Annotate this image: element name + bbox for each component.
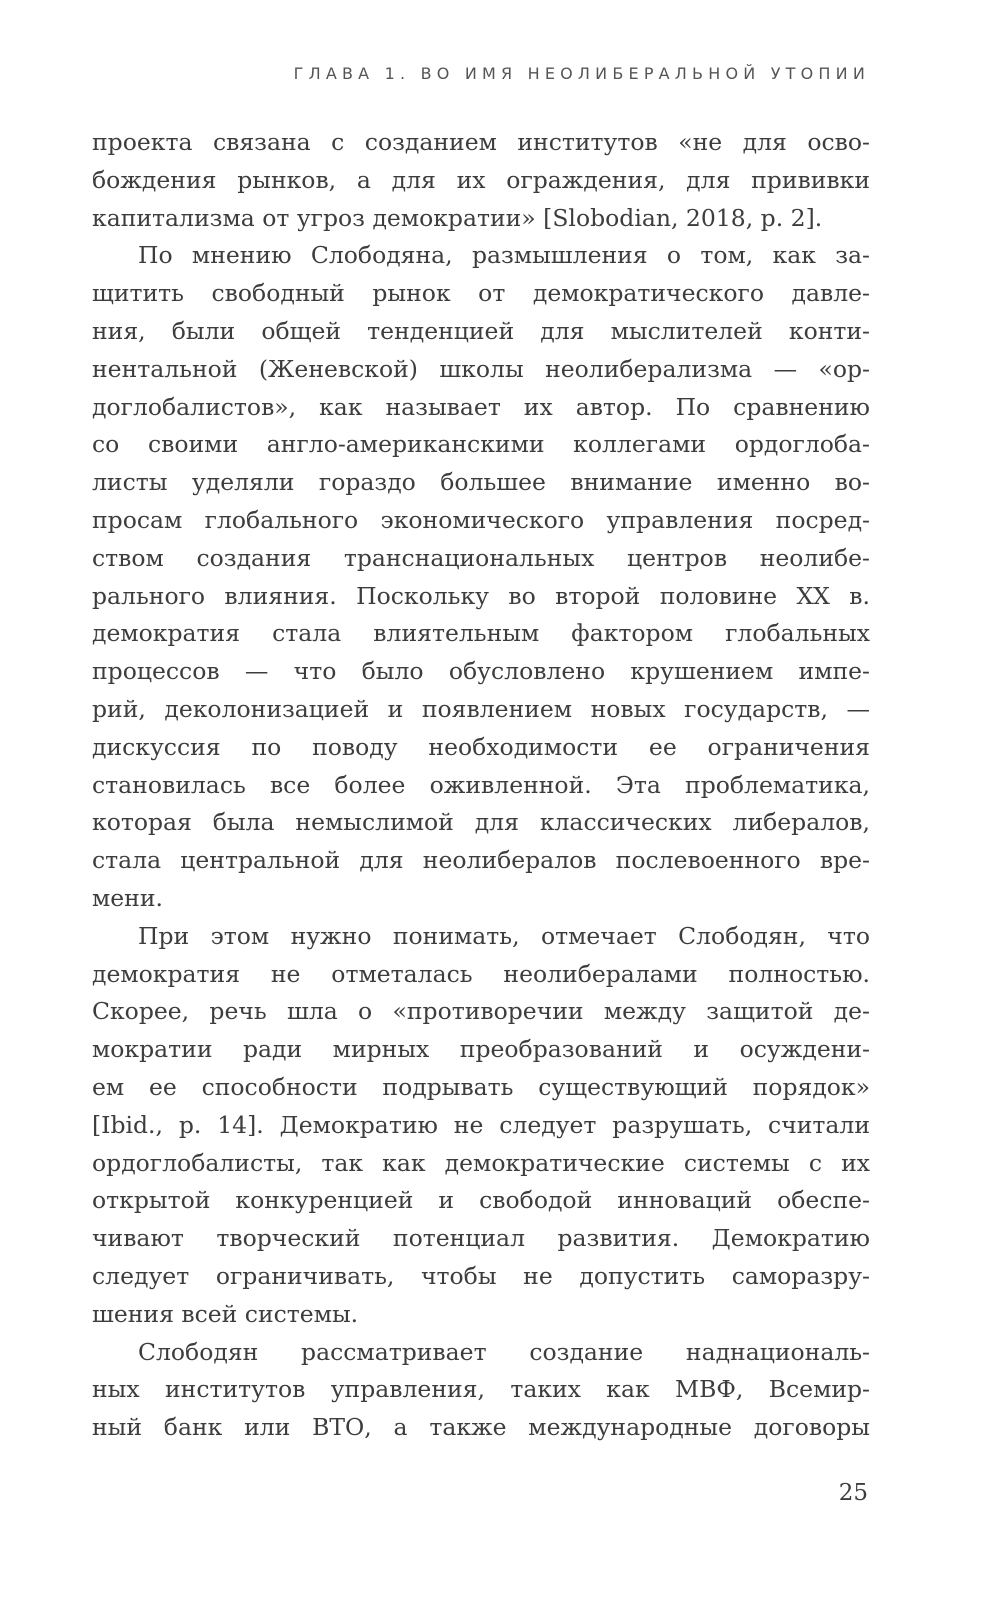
- text-line: дискуссия по поводу необходимости ее ограничения: [92, 732, 870, 761]
- text-line: становилась все более оживленной. Эта проблематика,: [92, 770, 870, 799]
- text-line: листы уделяли гораздо большее внимание именно во-: [92, 468, 870, 497]
- text-line: рального влияния. Поскольку во второй половине XX в.: [92, 581, 870, 610]
- text-line: ния, были общей тенденцией для мыслителей конти-: [92, 316, 870, 345]
- text-line: щитить свободный рынок от демократического давле-: [92, 279, 870, 308]
- text-line: просам глобального экономического управления посред-: [92, 505, 870, 534]
- text-line: демократия не отметалась неолибералами полностью.: [92, 959, 870, 988]
- text-line: нентальной (Женевской) школы неолиберализма — «ор-: [92, 354, 870, 383]
- text-line: проекта связана с созданием институтов «не для осво-: [92, 128, 870, 156]
- text-line: доглобалистов», как называет их автор. По сравнению: [92, 392, 870, 421]
- text-line: со своими англо-американскими коллегами ордоглоба-: [92, 430, 870, 459]
- text-line: процессов — что было обусловлено крушением импе-: [92, 657, 870, 686]
- text-line: ем ее способности подрывать существующий порядок»: [92, 1072, 870, 1101]
- body-text: [92, 124, 870, 1447]
- text-line: которая была немыслимой для классических либералов,: [92, 808, 870, 837]
- text-line: [Ibid., p. 14]. Демократию не следует разрушать, считали: [92, 1110, 870, 1139]
- paragraph-first-line: По мнению Слободяна, размышления о том, как за-: [138, 241, 870, 270]
- paragraph-first-line: Слободян рассматривает создание наднациональ-: [138, 1337, 870, 1366]
- text-line: ных институтов управления, таких как МВФ, Всемир-: [92, 1375, 870, 1404]
- text-line: мени.: [92, 883, 163, 912]
- text-line: мократии ради мирных преобразований и осуждени-: [92, 1035, 870, 1064]
- text-line: бождения рынков, а для их ограждения, для прививки: [92, 165, 870, 194]
- text-line: Скорее, речь шла о «противоречии между защитой де-: [92, 997, 870, 1026]
- text-line: демократия стала влиятельным фактором глобальных: [92, 619, 870, 648]
- page-number: 25: [838, 1480, 868, 1506]
- text-line: следует ограничивать, чтобы не допустить саморазру-: [92, 1261, 870, 1290]
- text-line: капитализма от угроз демократии» [Slobodian, 2018, p. 2].: [92, 203, 823, 232]
- text-line: ный банк или ВТО, а также международные договоры: [92, 1413, 870, 1442]
- text-line: чивают творческий потенциал развития. Демократию: [92, 1224, 870, 1253]
- text-line: стала центральной для неолибералов послевоенного вре-: [92, 846, 870, 875]
- text-line: шения всей системы.: [92, 1299, 359, 1328]
- text-line: ством создания транснациональных центров неолибе-: [92, 543, 870, 572]
- text-line: ордоглобалисты, так как демократические системы с их: [92, 1148, 870, 1177]
- running-head-title: ГЛАВА 1. ВО ИМЯ НЕОЛИБЕРАЛЬНОЙ УТОПИИ: [293, 64, 870, 83]
- paragraph-first-line: При этом нужно понимать, отмечает Слободян, что: [138, 921, 870, 950]
- text-line: открытой конкуренцией и свободой инноваций обеспе-: [92, 1186, 870, 1215]
- text-line: рий, деколонизацией и появлением новых государств, —: [92, 694, 870, 723]
